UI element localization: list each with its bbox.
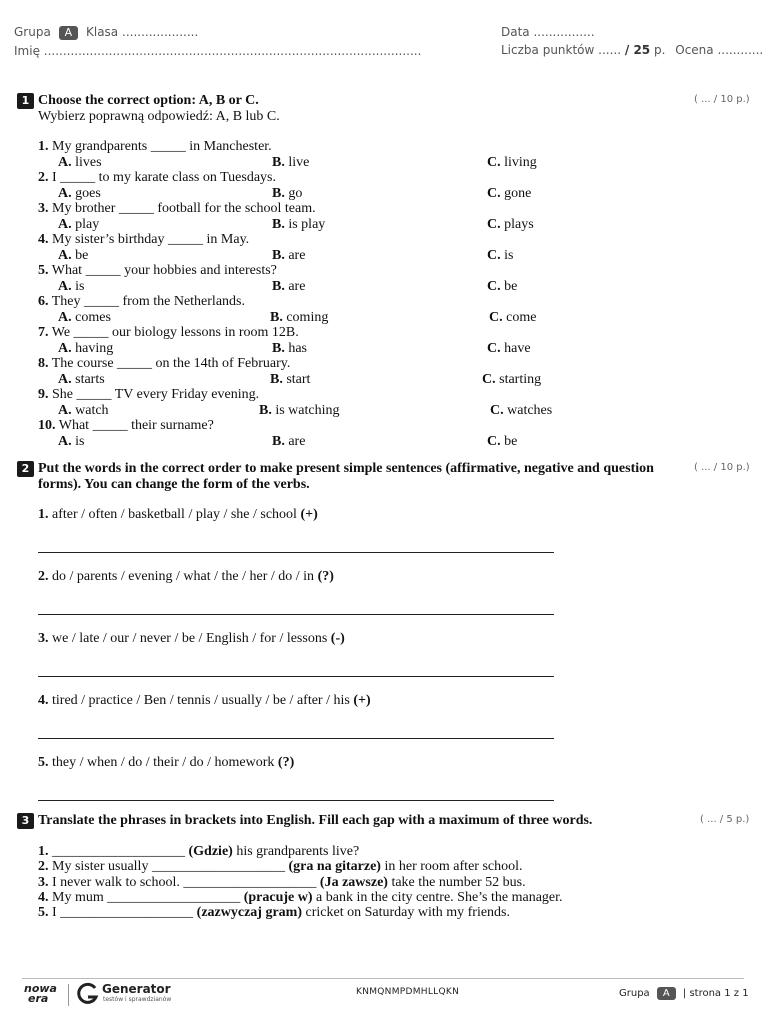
- option-a: [58, 217, 99, 233]
- option-label: B.: [272, 279, 285, 294]
- option-c: [489, 310, 536, 326]
- option-label: C.: [487, 341, 501, 356]
- option-text: are: [288, 279, 306, 294]
- option-label: A.: [58, 279, 72, 294]
- option-a: [58, 372, 105, 388]
- option-text: having: [75, 341, 114, 356]
- polish-hint: (Ja zawsze): [319, 874, 388, 890]
- question-text: My sister’s birthday _____ in May.: [52, 232, 250, 247]
- option-label: A.: [58, 341, 72, 356]
- ordering-item-3: [38, 631, 345, 647]
- option-text: are: [288, 248, 306, 263]
- footer-page-number: | strona 1 z 1: [682, 988, 749, 999]
- polish-hint: (zazwyczaj gram): [196, 905, 302, 921]
- section3-number: 3: [17, 813, 34, 829]
- item-number: 4.: [38, 693, 49, 708]
- document-code: KNMQNMPDMHLLQKN: [356, 987, 460, 997]
- option-text: is: [75, 279, 85, 294]
- section1-number: 1: [17, 93, 34, 109]
- answer-line[interactable]: [38, 676, 554, 677]
- option-label: C.: [487, 248, 501, 263]
- question-number: 10.: [38, 418, 56, 433]
- punkty-total: / 25: [624, 43, 651, 57]
- option-text: is: [504, 248, 514, 263]
- question-text: The course _____ on the 14th of February.: [51, 356, 291, 371]
- option-text: play: [75, 217, 100, 232]
- item-form-mark: (-): [330, 631, 345, 646]
- data-field: ................: [533, 25, 595, 39]
- ordering-item-1: [38, 507, 318, 523]
- option-a: [58, 155, 102, 171]
- item-number: 1.: [38, 507, 49, 522]
- question-1: [38, 139, 272, 155]
- grupa-badge: A: [59, 26, 79, 40]
- ordering-item-2: [38, 569, 334, 585]
- item-suffix: a bank in the city centre. She’s the manager.: [316, 889, 563, 905]
- option-label: A.: [58, 155, 72, 170]
- question-number: 9.: [38, 387, 49, 402]
- item-number: 2.: [38, 859, 49, 875]
- option-c: [487, 434, 517, 450]
- imie-label: Imię: [14, 44, 40, 58]
- generator-title: Generator: [102, 982, 171, 996]
- item-prefix: My mum: [52, 889, 104, 905]
- imie-field: ...................................................................................................: [43, 44, 422, 58]
- question-text: We _____ our biology lessons in room 12B.: [51, 325, 299, 340]
- option-c: [487, 279, 517, 295]
- grupa-label: Grupa: [14, 25, 51, 39]
- logo-line1: nowa: [24, 982, 57, 995]
- option-b: [272, 341, 307, 357]
- translation-item-1: [38, 844, 359, 860]
- item-prefix: I never walk to school.: [52, 874, 180, 890]
- option-c: [482, 372, 541, 388]
- option-b: [272, 434, 305, 450]
- question-number: 4.: [38, 232, 49, 247]
- option-text: goes: [75, 186, 101, 201]
- option-label: C.: [490, 403, 504, 418]
- option-a: [58, 186, 101, 202]
- item-number: 1.: [38, 844, 49, 859]
- item-number: 3.: [38, 874, 49, 890]
- option-text: starts: [75, 372, 105, 387]
- answer-blank[interactable]: ___________________: [52, 844, 185, 859]
- question-number: 1.: [38, 139, 49, 154]
- item-number: 2.: [38, 569, 49, 584]
- option-c: [487, 217, 534, 233]
- item-form-mark: (?): [317, 569, 334, 584]
- option-label: C.: [487, 434, 501, 449]
- option-label: B.: [272, 434, 285, 449]
- question-9: [38, 387, 259, 403]
- translation-item-5: [38, 905, 510, 921]
- item-prefix: My sister usually: [52, 859, 149, 875]
- option-text: come: [506, 310, 537, 325]
- option-a: [58, 248, 88, 264]
- logo-line2: era: [28, 992, 49, 1005]
- question-text: They _____ from the Netherlands.: [51, 294, 245, 309]
- ocena-field: ............: [717, 43, 764, 57]
- logo-separator: [68, 984, 69, 1006]
- option-c: [487, 155, 537, 171]
- item-form-mark: (+): [300, 507, 318, 522]
- polish-hint: (gra na gitarze): [288, 859, 381, 875]
- option-text: are: [288, 434, 306, 449]
- question-4: [38, 232, 249, 248]
- option-c: [487, 186, 531, 202]
- punkty-row: [501, 43, 763, 57]
- option-text: is: [75, 434, 85, 449]
- item-words: we / late / our / never / be / English / for / lessons: [52, 631, 328, 646]
- section3-title: Translate the phrases in brackets into English. Fill each gap with a maximum of three words.: [38, 813, 593, 828]
- option-label: B.: [272, 341, 285, 356]
- item-number: 5.: [38, 905, 49, 921]
- option-text: lives: [75, 155, 102, 170]
- option-label: B.: [259, 403, 272, 418]
- question-number: 3.: [38, 201, 49, 216]
- option-b: [272, 217, 325, 233]
- item-suffix: in her room after school.: [384, 859, 523, 875]
- section1-subtitle: Wybierz poprawną odpowiedź: A, B lub C.: [38, 109, 280, 124]
- klasa-field: ....................: [122, 25, 199, 39]
- item-number: 3.: [38, 631, 49, 646]
- option-b: [272, 279, 305, 295]
- option-label: B.: [272, 155, 285, 170]
- footer-grupa-label: Grupa: [619, 988, 650, 999]
- option-label: C.: [487, 279, 501, 294]
- generator-subtitle: testów i sprawdzianów: [103, 996, 172, 1003]
- section1-title: Choose the correct option: A, B or C.: [38, 93, 259, 108]
- option-text: go: [288, 186, 303, 201]
- option-text: watches: [507, 403, 553, 418]
- question-5: [38, 263, 277, 279]
- answer-line[interactable]: [38, 738, 554, 739]
- question-text: I _____ to my karate class on Tuesdays.: [52, 170, 276, 185]
- ordering-item-5: [38, 755, 294, 771]
- option-b: [272, 155, 309, 171]
- question-3: [38, 201, 316, 217]
- section2-number: 2: [17, 461, 34, 477]
- option-label: C.: [482, 372, 496, 387]
- item-words: tired / practice / Ben / tennis / usually / be / after / his: [52, 693, 350, 708]
- option-a: [58, 403, 109, 419]
- option-text: be: [504, 279, 518, 294]
- option-c: [490, 403, 552, 419]
- section2-points: ( ... / 10 p.): [694, 462, 750, 473]
- section3-points: ( ... / 5 p.): [700, 814, 750, 825]
- option-a: [58, 310, 111, 326]
- option-c: [487, 248, 513, 264]
- option-label: C.: [487, 155, 501, 170]
- option-text: be: [75, 248, 89, 263]
- option-text: is watching: [275, 403, 340, 418]
- question-10: [38, 418, 214, 434]
- item-words: do / parents / evening / what / the / her / do / in: [52, 569, 315, 584]
- option-text: plays: [504, 217, 534, 232]
- option-text: comes: [75, 310, 111, 325]
- translation-item-4: [38, 890, 563, 906]
- polish-hint: (Gdzie): [188, 844, 233, 859]
- footer-divider: [22, 978, 744, 979]
- answer-line[interactable]: [38, 800, 554, 801]
- option-label: B.: [272, 217, 285, 232]
- option-label: B.: [270, 372, 283, 387]
- item-suffix: cricket on Saturday with my friends.: [305, 905, 511, 921]
- punkty-field: ......: [598, 43, 622, 57]
- punkty-unit: p.: [653, 43, 666, 57]
- option-text: is play: [288, 217, 326, 232]
- option-c: [487, 341, 531, 357]
- question-text: My brother _____ football for the school team.: [52, 201, 316, 216]
- nowa-era-logo: [24, 984, 64, 1004]
- question-8: [38, 356, 290, 372]
- option-label: C.: [487, 186, 501, 201]
- section2-title-line1: Put the words in the correct order to make present simple sentences (affirmative, negative and question: [38, 461, 654, 476]
- item-words: after / often / basketball / play / she / school: [52, 507, 297, 522]
- translation-item-2: [38, 859, 523, 875]
- generator-logo-icon: [77, 982, 99, 1011]
- option-text: living: [504, 155, 537, 170]
- punkty-label: Liczba punktów: [501, 43, 595, 57]
- polish-hint: (pracuje w): [243, 889, 313, 905]
- footer-grupa-badge: A: [657, 987, 676, 1000]
- item-prefix: I: [52, 905, 57, 921]
- option-label: B.: [272, 186, 285, 201]
- option-b: [272, 248, 305, 264]
- option-text: coming: [286, 310, 329, 325]
- option-text: gone: [504, 186, 532, 201]
- option-text: starting: [499, 372, 542, 387]
- question-number: 8.: [38, 356, 49, 371]
- question-text: She _____ TV every Friday evening.: [52, 387, 260, 402]
- item-number: 4.: [38, 889, 49, 905]
- question-text: What _____ their surname?: [58, 418, 214, 433]
- option-a: [58, 341, 113, 357]
- option-b: [270, 372, 310, 388]
- item-suffix: his grandparents live?: [236, 844, 360, 859]
- answer-blank[interactable]: ___________________: [107, 889, 241, 905]
- item-form-mark: (?): [277, 755, 295, 770]
- answer-line[interactable]: [38, 552, 554, 553]
- question-number: 7.: [38, 325, 49, 340]
- option-label: A.: [58, 248, 72, 263]
- option-label: B.: [272, 248, 285, 263]
- option-b: [272, 186, 302, 202]
- option-text: watch: [75, 403, 109, 418]
- section2-title-line2: forms). You can change the form of the verbs.: [38, 477, 310, 492]
- item-words: they / when / do / their / do / homework: [52, 755, 275, 770]
- option-label: A.: [58, 372, 72, 387]
- item-number: 5.: [38, 755, 49, 770]
- option-text: have: [504, 341, 531, 356]
- question-number: 5.: [38, 263, 49, 278]
- data-label: Data: [501, 25, 530, 39]
- answer-line[interactable]: [38, 614, 554, 615]
- translation-item-3: [38, 875, 526, 891]
- option-a: [58, 279, 84, 295]
- ordering-item-4: [38, 693, 371, 709]
- data-row: [501, 25, 595, 39]
- option-text: has: [288, 341, 308, 356]
- option-label: A.: [58, 186, 72, 201]
- option-text: live: [288, 155, 310, 170]
- question-number: 2.: [38, 170, 49, 185]
- answer-blank[interactable]: ___________________: [60, 905, 194, 921]
- answer-blank[interactable]: ___________________: [183, 874, 317, 890]
- klasa-label: Klasa: [86, 25, 119, 39]
- option-text: be: [504, 434, 518, 449]
- option-label: A.: [58, 310, 72, 325]
- option-a: [58, 434, 84, 450]
- question-2: [38, 170, 276, 186]
- option-b: [259, 403, 340, 419]
- question-number: 6.: [38, 294, 49, 309]
- option-label: B.: [270, 310, 283, 325]
- question-7: [38, 325, 299, 341]
- option-label: A.: [58, 217, 72, 232]
- option-b: [270, 310, 328, 326]
- option-text: start: [286, 372, 311, 387]
- ocena-label: Ocena: [675, 43, 714, 57]
- option-label: A.: [58, 434, 72, 449]
- option-label: C.: [487, 217, 501, 232]
- item-suffix: take the number 52 bus.: [391, 874, 526, 890]
- question-text: What _____ your hobbies and interests?: [51, 263, 277, 278]
- grupa-row: [14, 25, 198, 40]
- option-label: C.: [489, 310, 503, 325]
- footer-page-info: [619, 987, 749, 1000]
- item-form-mark: (+): [353, 693, 371, 708]
- section1-points: ( ... / 10 p.): [694, 94, 750, 105]
- answer-blank[interactable]: ___________________: [151, 859, 285, 875]
- question-text: My grandparents _____ in Manchester.: [52, 139, 272, 154]
- question-6: [38, 294, 245, 310]
- option-label: A.: [58, 403, 72, 418]
- imie-row: [14, 44, 421, 58]
